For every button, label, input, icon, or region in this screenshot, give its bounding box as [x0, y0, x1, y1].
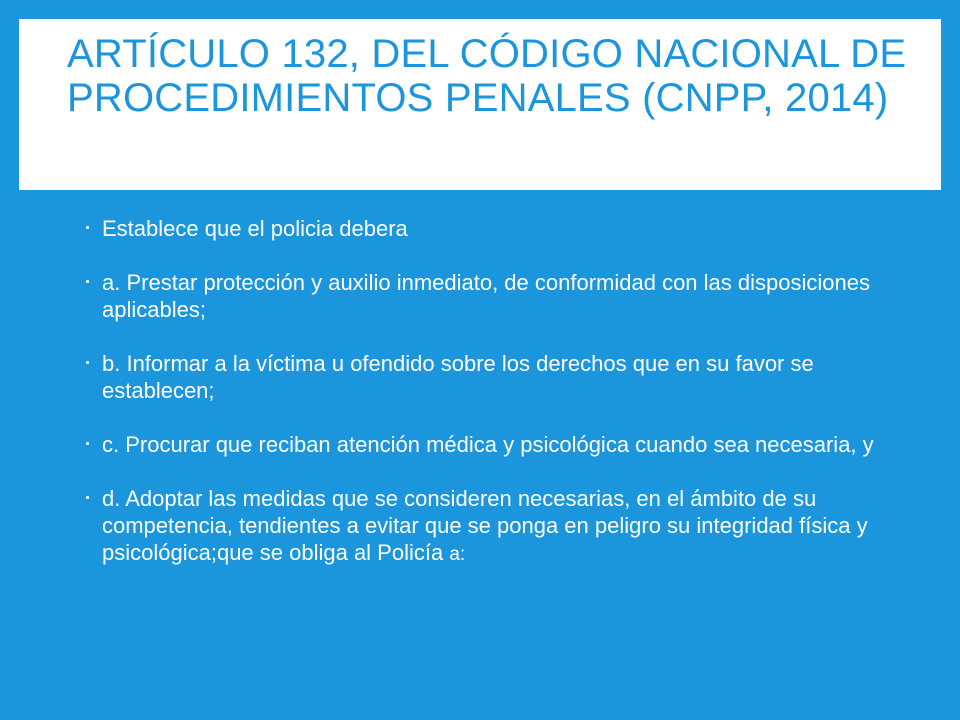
bullet-list	[82, 215, 882, 595]
bullet-marker-icon	[86, 280, 89, 283]
bullet-text: d. Adoptar las medidas que se consideren necesarias, en el ámbito de su competencia, tendientes a evitar que se ponga en peligro su integridad física y psicológica;que se obliga al Policía	[102, 486, 868, 565]
bullet-marker-icon	[86, 361, 89, 364]
slide-title-year: 2014)	[785, 76, 889, 120]
bullet-marker-icon	[86, 496, 89, 499]
bullet-text: a. Prestar protección y auxilio inmediato, de conformidad con las disposiciones aplicables;	[102, 270, 870, 322]
bullet-item	[82, 350, 882, 404]
bullet-text: b. Informar a la víctima u ofendido sobre los derechos que en su favor se establecen;	[102, 351, 814, 403]
bullet-marker-icon	[86, 442, 89, 445]
bullet-item	[82, 269, 882, 323]
bullet-text-tail: a:	[449, 544, 466, 565]
bullet-text: Establece que el policia debera	[102, 216, 408, 241]
bullet-item	[82, 485, 882, 568]
bullet-marker-icon	[86, 226, 89, 229]
slide-title	[67, 32, 927, 120]
slide-title-text: ARTÍCULO 132, DEL CÓDIGO NACIONAL DE PROCEDIMIENTOS PENALES (CNPP,	[67, 32, 907, 120]
bullet-item	[82, 431, 882, 458]
bullet-text: c. Procurar que reciban atención médica y psicológica cuando sea necesaria, y	[102, 432, 874, 457]
bullet-item	[82, 215, 882, 242]
